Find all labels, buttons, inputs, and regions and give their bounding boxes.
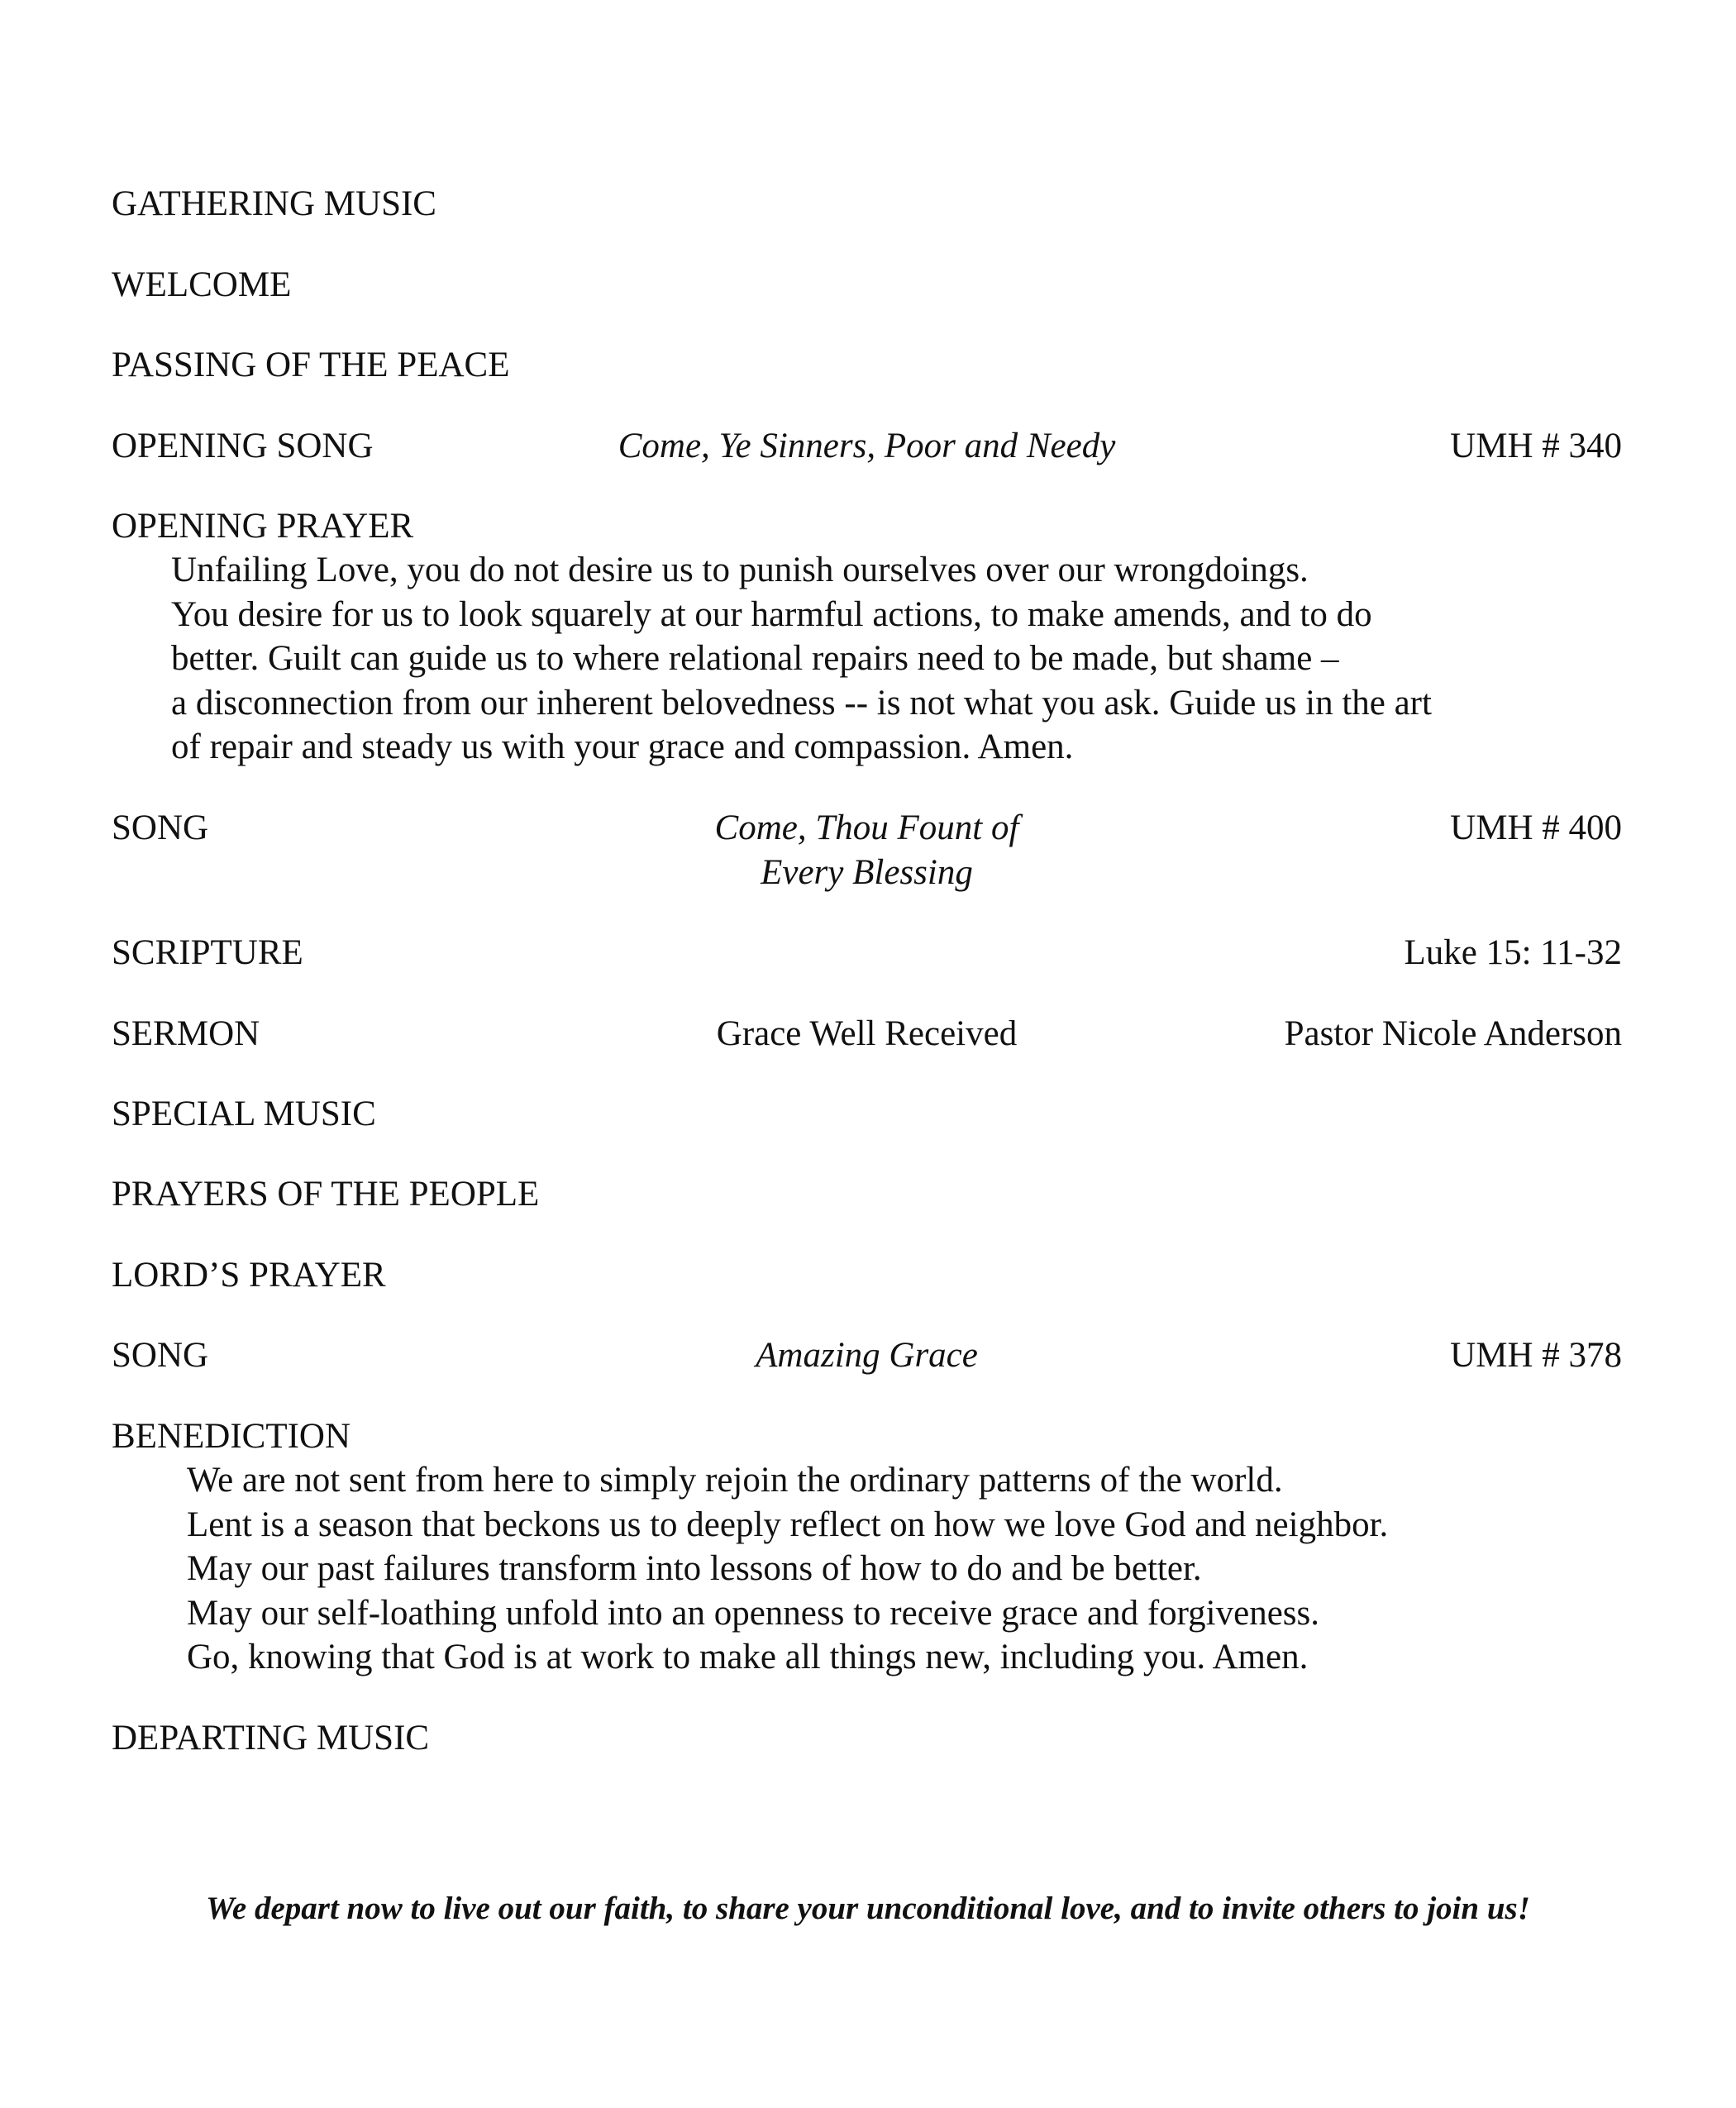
opening-prayer-line: a disconnection from our inherent belovedness -- is not what you ask. Guide us in the art (171, 683, 1432, 723)
opening-prayer-line: of repair and steady us with your grace and compassion. Amen. (171, 727, 1074, 766)
sermon-preacher: Pastor Nicole Anderson (1284, 1014, 1622, 1053)
benediction-line: Lent is a season that beckons us to deeply reflect on how we love God and neighbor. (187, 1505, 1389, 1544)
special-music-label: SPECIAL MUSIC (112, 1095, 376, 1133)
passing-peace-row (112, 343, 1622, 393)
benediction-row (112, 1414, 1622, 1464)
opening-song-row (112, 424, 1622, 474)
scripture-reference: Luke 15: 11-32 (1404, 933, 1622, 972)
song-title-line2: Every Blessing (761, 853, 973, 892)
opening-song-title: Come, Ye Sinners, Poor and Needy (618, 427, 1116, 465)
sermon-title: Grace Well Received (716, 1014, 1018, 1053)
prayers-people-label: PRAYERS OF THE PEOPLE (112, 1175, 540, 1214)
gathering-music-label: GATHERING MUSIC (112, 184, 436, 223)
song-title-line1: Come, Thou Fount of (714, 808, 1019, 847)
opening-song-hymn-number: UMH # 340 (1450, 427, 1622, 465)
song-hymn-number: UMH # 378 (1450, 1336, 1622, 1375)
sermon-label: SERMON (112, 1014, 260, 1053)
opening-song-label: OPENING SONG (112, 427, 374, 465)
footer-tagline: We depart now to live out our faith, to share your unconditional love, and to invite others to join us! (206, 1891, 1530, 1926)
song-label: SONG (112, 808, 209, 847)
song-row (112, 806, 1622, 901)
opening-prayer-label: OPENING PRAYER (112, 507, 414, 546)
benediction-line: May our past failures transform into lessons of how to do and be better. (187, 1549, 1202, 1588)
gathering-music-row (112, 182, 1622, 231)
opening-prayer-row (112, 504, 1622, 554)
departing-music-row (112, 1716, 1622, 1766)
benediction-line: May our self-loathing unfold into an openness to receive grace and forgiveness. (187, 1593, 1320, 1633)
passing-peace-label: PASSING OF THE PEACE (112, 346, 510, 384)
song-row (112, 1333, 1622, 1383)
benediction-label: BENEDICTION (112, 1417, 351, 1456)
scripture-label: SCRIPTURE (112, 933, 303, 972)
song-title: Amazing Grace (756, 1336, 978, 1375)
welcome-label: WELCOME (112, 265, 292, 304)
benediction-text (187, 1458, 1388, 1680)
departing-music-label: DEPARTING MUSIC (112, 1719, 430, 1757)
benediction-line: Go, knowing that God is at work to make all things new, including you. Amen. (187, 1638, 1309, 1676)
benediction-line: We are not sent from here to simply rejoin the ordinary patterns of the world. (187, 1461, 1283, 1500)
song-hymn-number: UMH # 400 (1450, 808, 1622, 847)
song-label: SONG (112, 1336, 209, 1375)
opening-prayer-text (171, 548, 1432, 770)
sermon-row (112, 1012, 1622, 1061)
opening-prayer-line: You desire for us to look squarely at our harmful actions, to make amends, and to do (171, 594, 1372, 634)
prayers-people-row (112, 1172, 1622, 1222)
welcome-row (112, 263, 1622, 312)
lords-prayer-label: LORD’S PRAYER (112, 1256, 386, 1295)
scripture-row (112, 931, 1622, 980)
special-music-row (112, 1092, 1622, 1142)
opening-prayer-line: Unfailing Love, you do not desire us to punish ourselves over our wrongdoings. (171, 551, 1309, 589)
lords-prayer-row (112, 1253, 1622, 1303)
opening-prayer-line: better. Guilt can guide us to where relational repairs need to be made, but shame – (171, 639, 1339, 678)
